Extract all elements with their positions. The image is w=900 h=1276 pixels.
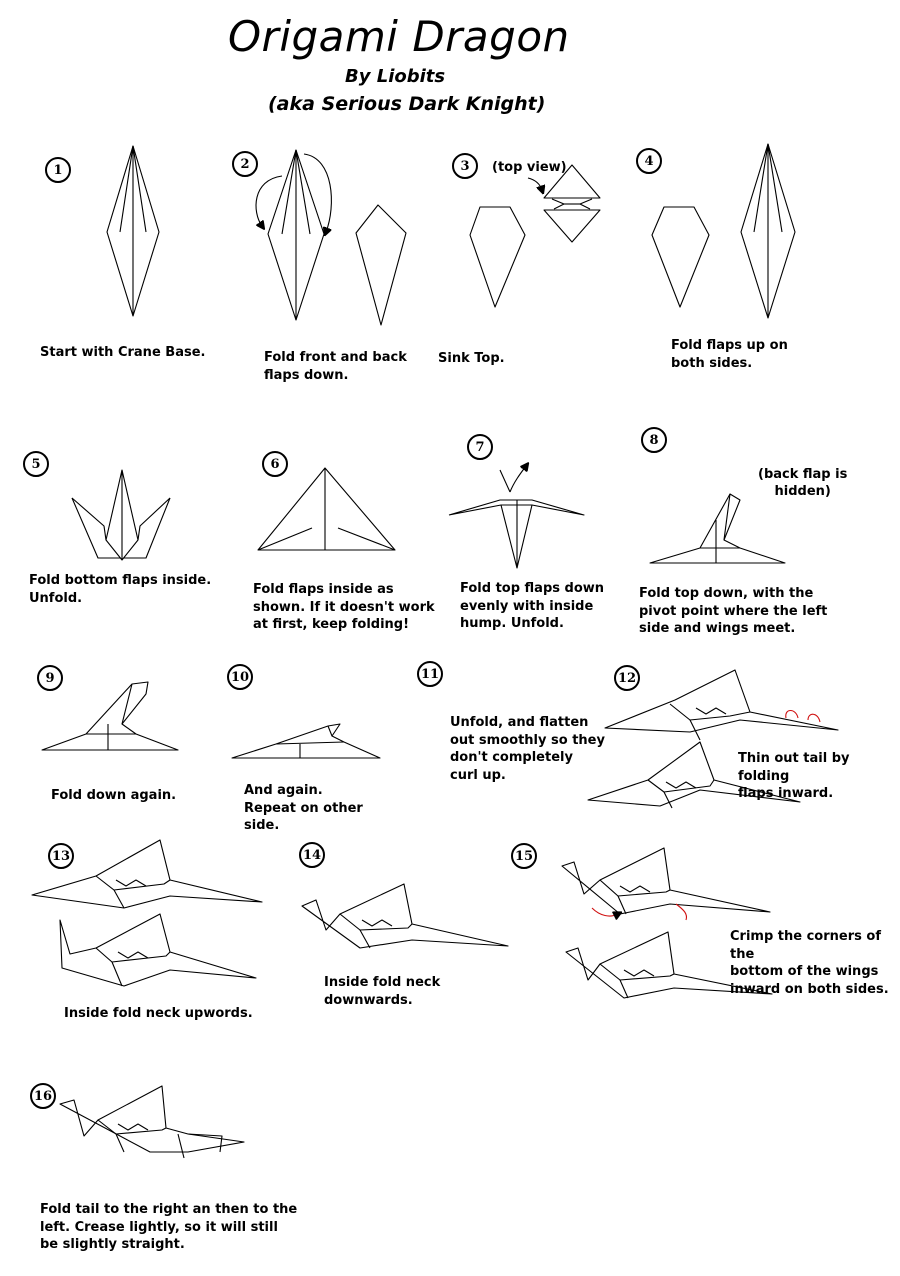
step-number: 1 [45,157,71,183]
step-caption: Fold bottom flaps inside. Unfold. [29,573,212,606]
step-number: 10 [227,664,253,690]
step-number: 15 [511,843,537,869]
step-6-figure [258,468,395,550]
step-7-figure [449,466,584,568]
step-note: (back flap is hidden) [758,467,848,499]
step-number: 13 [48,843,74,869]
step-number: 9 [37,665,63,691]
step-9-figure [42,682,178,750]
step-caption: Fold front and back flaps down. [264,350,407,383]
step-14-figure [302,884,508,948]
step-number: 12 [614,665,640,691]
step-caption: And again. Repeat on other side. [244,783,363,833]
step-caption: Fold flaps up on both sides. [671,338,788,371]
step-caption: Unfold, and flatten out smoothly so they don't completely curl up. [450,715,605,783]
step-caption: Start with Crane Base. [40,345,206,360]
author-byline: By Liobits [345,66,446,87]
step-number: 2 [232,151,258,177]
step-number: 11 [417,661,443,687]
step-8-figure [650,494,785,563]
step-caption: Sink Top. [438,351,505,366]
step-2-figure [256,150,406,325]
step-4-figure [652,144,795,318]
step-number: 14 [299,842,325,868]
step-caption: Fold flaps inside as shown. If it doesn't work at first, keep folding! [253,582,435,632]
step-number: 8 [641,427,667,453]
step-1-figure [107,146,159,316]
step-number: 7 [467,434,493,460]
step-caption: Fold tail to the right an then to the left. Crease lightly, so it will still be slightly straight. [40,1202,298,1252]
step-16-figure [60,1086,244,1158]
step-3-figure [470,165,600,307]
author-alias: (aka Serious Dark Knight) [268,93,546,115]
step-note: (top view) [492,160,567,175]
step-number: 16 [30,1083,56,1109]
step-caption: Inside fold neck downwards. [324,975,441,1008]
step-10-figure [232,724,380,758]
step-5-figure [72,470,170,560]
step-number: 4 [636,148,662,174]
step-number: 5 [23,451,49,477]
step-caption: Fold down again. [51,788,177,803]
step-caption: Crimp the corners of the bottom of the wings inward on both sides. [730,929,889,997]
step-number: 6 [262,451,288,477]
step-caption: Fold top down, with the pivot point where the left side and wings meet. [639,586,828,636]
step-caption: Thin out tail by folding flaps inward. [738,751,850,801]
step-number: 3 [452,153,478,179]
step-caption: Inside fold neck upwords. [64,1006,253,1021]
diagram-title: Origami Dragon [228,12,570,61]
step-caption: Fold top flaps down evenly with inside hump. Unfold. [460,581,605,631]
